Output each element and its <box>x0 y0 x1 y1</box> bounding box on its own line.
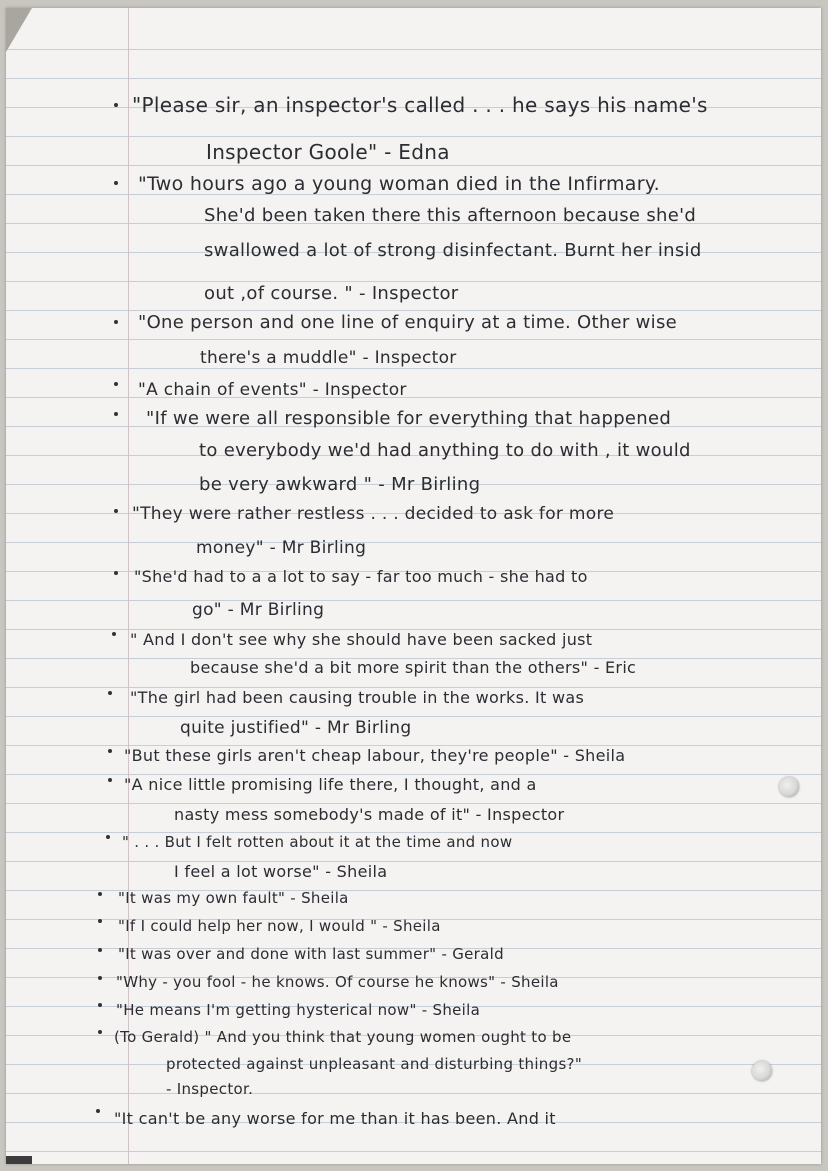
quote-line: there's a muddle" - Inspector <box>200 348 457 368</box>
quote-line: nasty mess somebody's made of it" - Inspector <box>174 805 565 824</box>
quote-line: "He means I'm getting hysterical now" - Sheila <box>116 1001 481 1019</box>
quote-line: quite justified" - Mr Birling <box>180 718 412 738</box>
bullet-mark <box>108 691 112 695</box>
quote-line: "It was my own fault" - Sheila <box>118 889 349 907</box>
bullet-mark <box>114 412 118 416</box>
bullet-mark <box>106 835 110 839</box>
quote-line: "The girl had been causing trouble in the works. It was <box>130 688 585 707</box>
quote-line: swallowed a lot of strong disinfectant. Burnt her insid <box>204 240 702 261</box>
bullet-mark <box>98 1030 102 1034</box>
quote-line: (To Gerald) " And you think that young women ought to be <box>114 1028 572 1046</box>
quote-line: "But these girls aren't cheap labour, they're people" - Sheila <box>124 746 626 765</box>
quote-line: be very awkward " - Mr Birling <box>199 474 481 495</box>
folded-corner <box>6 8 32 52</box>
lined-notebook-page <box>6 8 821 1164</box>
quote-line: "Why - you fool - he knows. Of course he knows" - Sheila <box>116 973 559 991</box>
quote-line: Inspector Goole" - Edna <box>206 140 450 164</box>
quote-line: to everybody we'd had anything to do with , it would <box>199 440 691 461</box>
quote-line: because she'd a bit more spirit than the others" - Eric <box>190 658 637 677</box>
quote-line: " . . . But I felt rotten about it at the time and now <box>122 833 513 851</box>
bullet-mark <box>98 919 102 923</box>
bullet-mark <box>114 571 118 575</box>
bullet-mark <box>114 382 118 386</box>
quote-line: "If we were all responsible for everything that happened <box>146 408 672 429</box>
quote-line: "Please sir, an inspector's called . . . he says his name's <box>132 93 708 117</box>
quote-line: " And I don't see why she should have been sacked just <box>130 630 593 649</box>
quote-line: "She'd had to a a lot to say - far too much - she had to <box>134 567 588 586</box>
quote-line: "It was over and done with last summer" - Gerald <box>118 945 504 963</box>
bullet-mark <box>98 948 102 952</box>
punch-hole <box>752 1061 772 1081</box>
quote-line: go" - Mr Birling <box>192 600 325 620</box>
quote-line: "If I could help her now, I would " - Sheila <box>118 917 441 935</box>
quote-line: "A chain of events" - Inspector <box>138 380 407 400</box>
bullet-mark <box>114 103 118 107</box>
quote-line: "Two hours ago a young woman died in the Infirmary. <box>138 173 661 195</box>
quote-line: "One person and one line of enquiry at a time. Other wise <box>138 312 678 333</box>
quote-line: She'd been taken there this afternoon because she'd <box>204 205 697 226</box>
page-corner-shadow <box>6 1156 32 1164</box>
quote-line: I feel a lot worse" - Sheila <box>174 862 388 881</box>
bullet-mark <box>98 976 102 980</box>
quote-line: "It can't be any worse for me than it has been. And it <box>114 1109 556 1128</box>
quote-line: money" - Mr Birling <box>196 538 367 558</box>
bullet-mark <box>114 181 118 185</box>
bullet-mark <box>108 749 112 753</box>
quote-line: protected against unpleasant and disturbing things?" <box>166 1055 583 1073</box>
bullet-mark <box>112 632 116 636</box>
bullet-mark <box>98 892 102 896</box>
quote-line: out ,of course. " - Inspector <box>204 283 459 304</box>
bullet-mark <box>114 509 118 513</box>
quote-line: - Inspector. <box>166 1080 254 1098</box>
quote-line: "They were rather restless . . . decided to ask for more <box>132 504 615 524</box>
quote-line: "A nice little promising life there, I thought, and a <box>124 775 537 794</box>
bullet-mark <box>108 778 112 782</box>
bullet-mark <box>96 1109 100 1113</box>
bullet-mark <box>98 1003 102 1007</box>
bullet-mark <box>114 320 118 324</box>
punch-hole <box>779 777 799 797</box>
